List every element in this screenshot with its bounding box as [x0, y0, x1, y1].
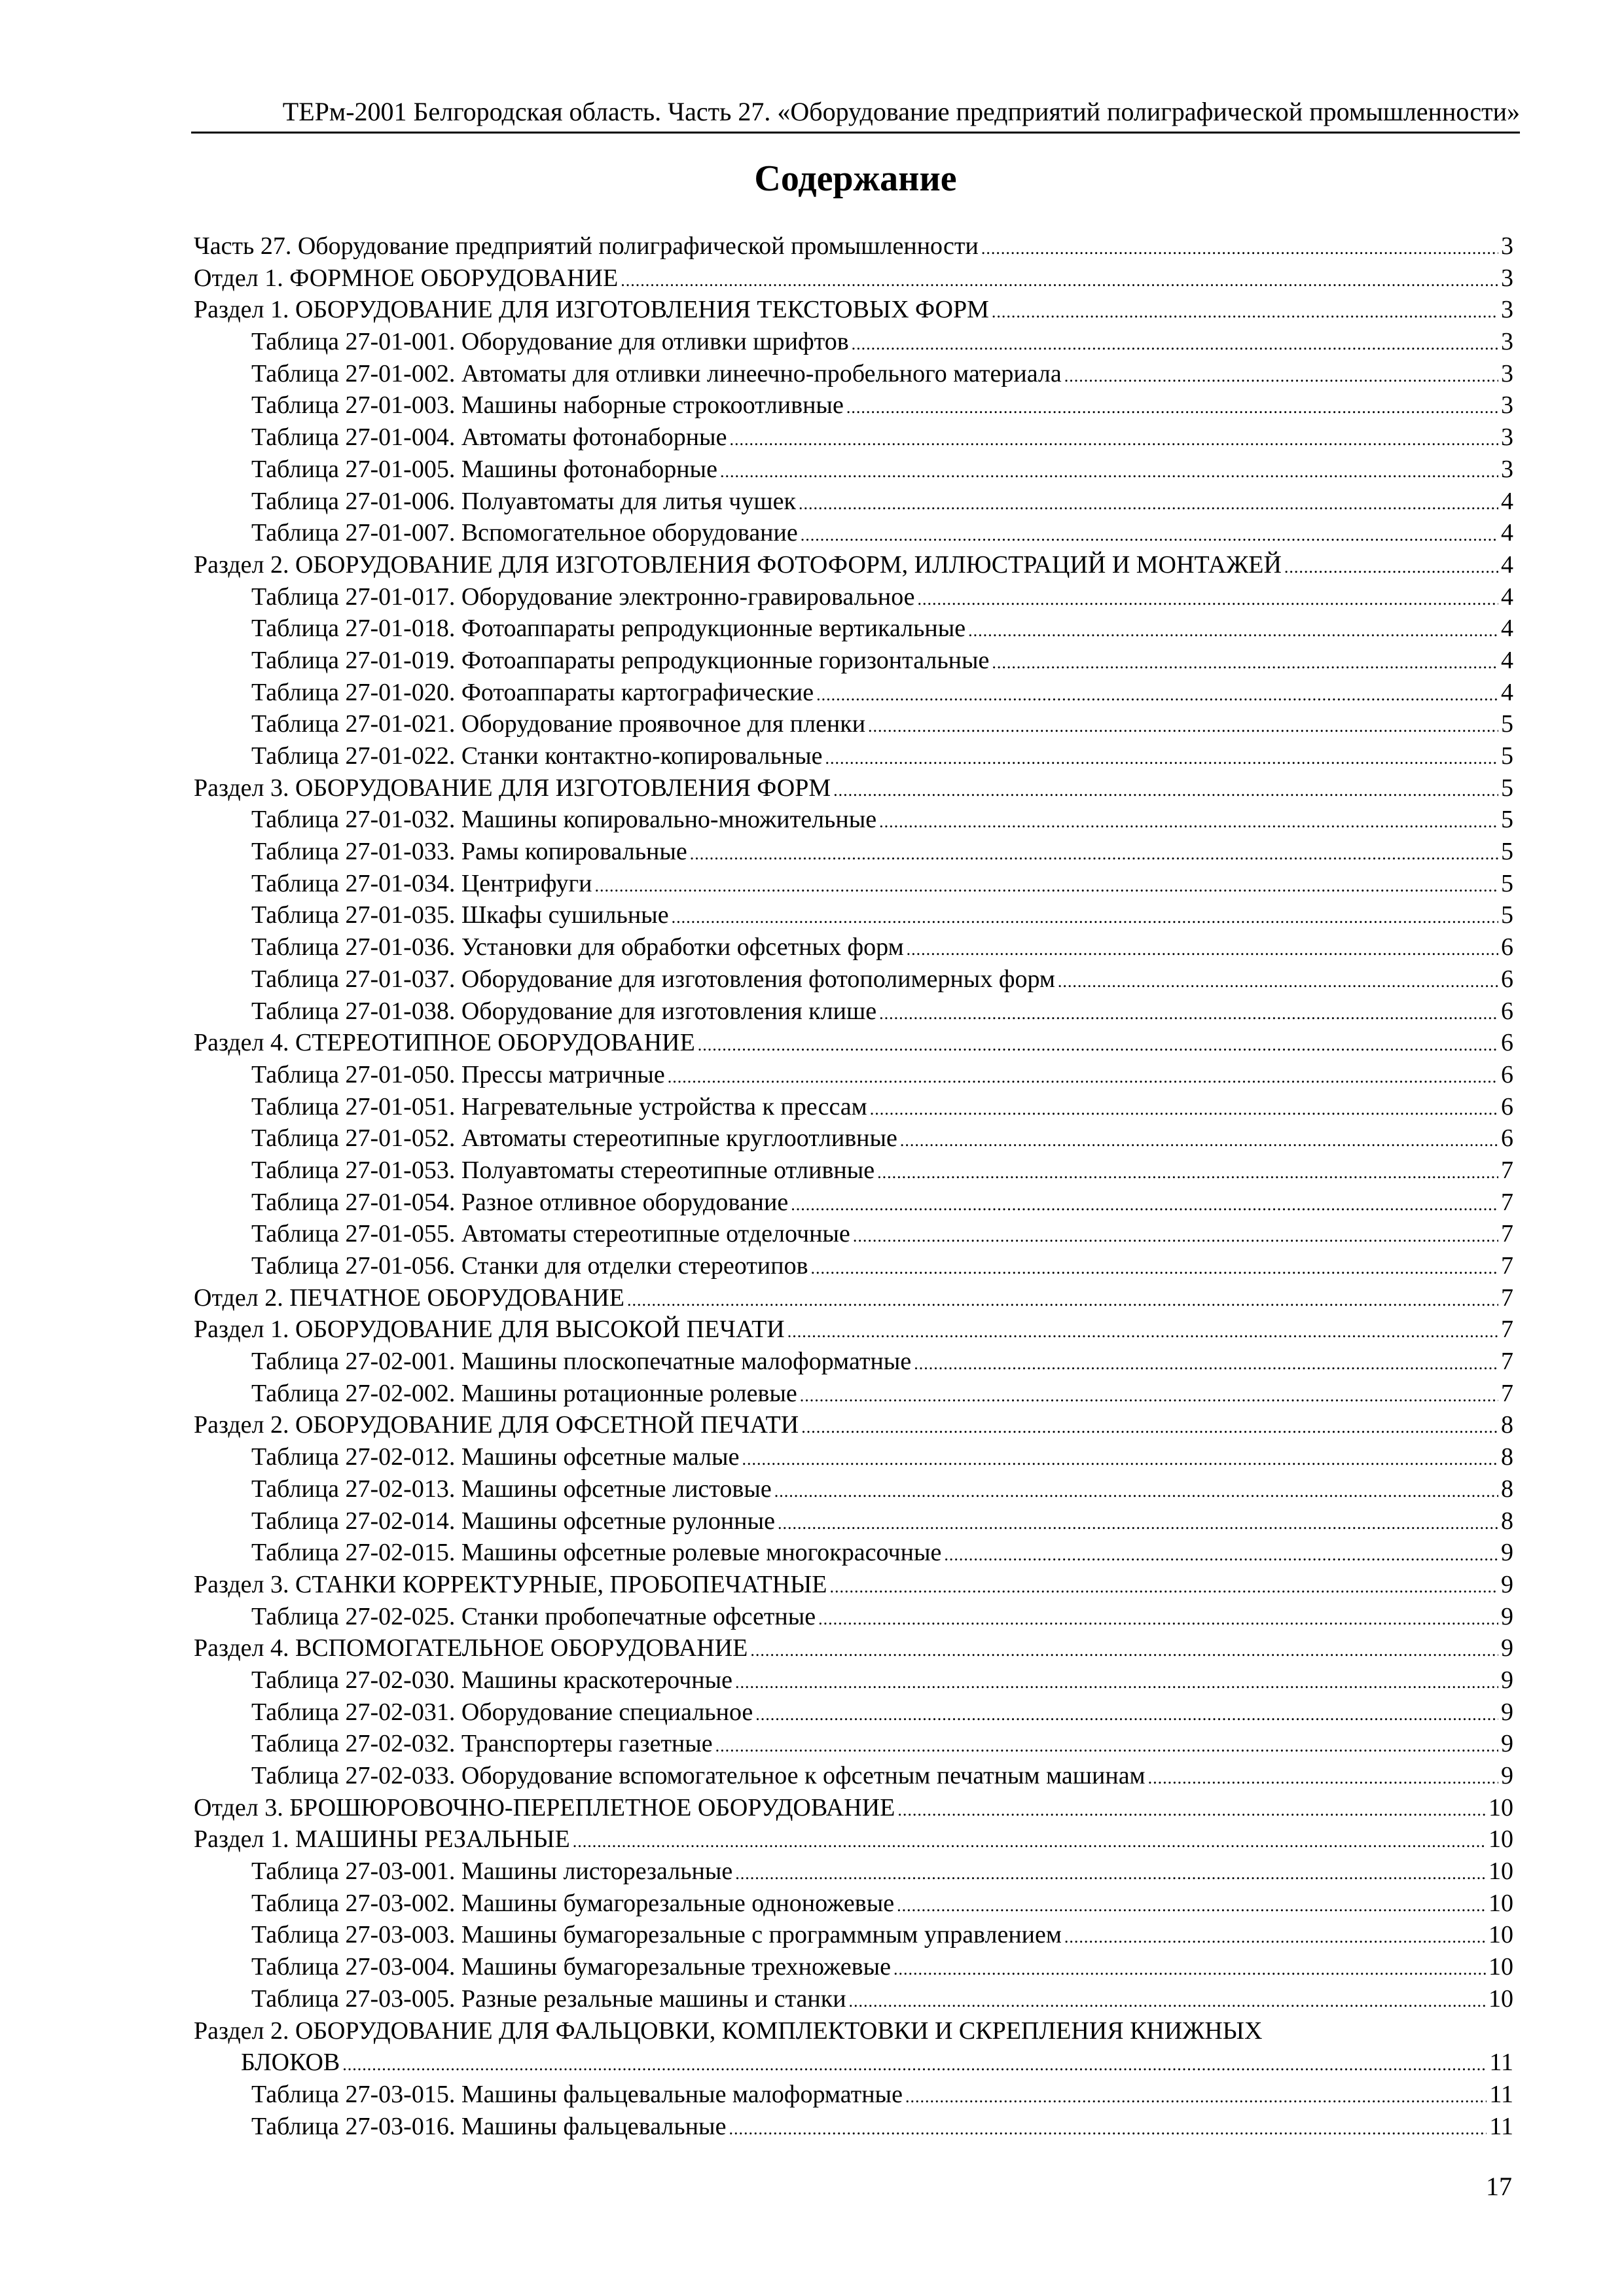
- toc-entry: [194, 1601, 1513, 1633]
- toc-page-number: 10: [1489, 1825, 1513, 1854]
- toc-entry-text: Раздел 2. ОБОРУДОВАНИЕ ДЛЯ ОФСЕТНОЙ ПЕЧАТИ: [194, 1411, 799, 1439]
- toc-entry: [194, 1378, 1513, 1410]
- toc-page-number: 6: [1501, 1029, 1513, 1057]
- toc-entry: [194, 549, 1513, 581]
- toc-page-number: 7: [1501, 1283, 1513, 1312]
- toc-leader-dots: [879, 998, 1498, 1030]
- toc-entry-text: Таблица 27-01-004. Автоматы фотонаборные: [251, 423, 727, 452]
- toc-entry-text: Раздел 1. МАШИНЫ РЕЗАЛЬНЫЕ: [194, 1825, 570, 1854]
- toc-leader-dots: [853, 1221, 1498, 1253]
- toc-page-number: 6: [1501, 965, 1513, 993]
- toc-leader-dots: [729, 2113, 1487, 2145]
- toc-entry-text: Таблица 27-01-054. Разное отливное оборудование: [251, 1188, 789, 1216]
- toc-entry-text: Раздел 1. ОБОРУДОВАНИЕ ДЛЯ ИЗГОТОВЛЕНИЯ ТЕКСТОВЫХ ФОРМ: [194, 296, 989, 324]
- toc-leader-dots: [791, 1189, 1498, 1221]
- toc-entry: [194, 996, 1513, 1028]
- toc-page-number: 7: [1501, 1348, 1513, 1376]
- toc-entry: [194, 1823, 1513, 1856]
- toc-entry: [194, 836, 1513, 868]
- toc-page-number: 10: [1489, 1953, 1513, 1981]
- toc-page-number: 6: [1501, 1124, 1513, 1153]
- toc-entry: [194, 1919, 1513, 1951]
- toc-entry-text: Раздел 3. СТАНКИ КОРРЕКТУРНЫЕ, ПРОБОПЕЧАТНЫЕ: [194, 1570, 827, 1598]
- toc-entry-text: Таблица 27-01-038. Оборудование для изготовления клише: [251, 997, 877, 1025]
- toc-leader-dots: [897, 1890, 1486, 1922]
- toc-entry: [194, 454, 1513, 486]
- toc-entry: [194, 804, 1513, 836]
- toc-page-number: 4: [1501, 487, 1513, 515]
- toc-entry-text: Таблица 27-02-002. Машины ротационные ролевые: [251, 1379, 797, 1407]
- toc-page-number: 11: [1489, 2112, 1513, 2140]
- page-title: Содержание: [754, 158, 957, 199]
- toc-entry: [194, 740, 1513, 772]
- toc-entry: [194, 2079, 1513, 2111]
- toc-entry: [194, 1027, 1513, 1059]
- toc-entry: [194, 1282, 1513, 1314]
- toc-entry: [194, 262, 1513, 295]
- toc-entry: [194, 1632, 1513, 1664]
- toc-entry-text: Таблица 27-01-037. Оборудование для изготовления фотополимерных форм: [251, 965, 1055, 993]
- toc-page-number: 6: [1501, 1060, 1513, 1088]
- toc-entry: [194, 1409, 1513, 1441]
- toc-entry: [194, 1314, 1513, 1346]
- toc-entry-text: Таблица 27-01-006. Полуавтоматы для литья чушек: [251, 487, 796, 515]
- toc-page-number: 10: [1489, 1793, 1513, 1821]
- toc-entry: [194, 963, 1513, 996]
- toc-page-number: 3: [1501, 296, 1513, 324]
- toc-entry: [194, 2111, 1513, 2143]
- toc-leader-dots: [907, 934, 1498, 966]
- toc-page-number: 10: [1489, 1984, 1513, 2013]
- toc-page-number: 11: [1489, 2049, 1513, 2077]
- toc-entry-text: Таблица 27-02-001. Машины плоскопечатные малоформатные: [251, 1348, 912, 1376]
- toc-page-number: 9: [1501, 1570, 1513, 1598]
- toc-leader-dots: [846, 392, 1498, 424]
- toc-entry-text: Отдел 2. ПЕЧАТНОЕ ОБОРУДОВАНИЕ: [194, 1283, 625, 1312]
- toc-entry-text: Таблица 27-03-004. Машины бумагорезальные трехножевые: [251, 1953, 891, 1981]
- toc-entry-text: Отдел 3. БРОШЮРОВОЧНО-ПЕРЕПЛЕТНОЕ ОБОРУДОВАНИЕ: [194, 1793, 895, 1821]
- toc-page-number: 10: [1489, 1921, 1513, 1949]
- toc-leader-dots: [981, 233, 1498, 265]
- toc-entry-text: Таблица 27-01-051. Нагревательные устройства к прессам: [251, 1092, 867, 1121]
- toc-entry-text: Таблица 27-03-002. Машины бумагорезальные одноножевые: [251, 1889, 895, 1917]
- toc-entry-text: Таблица 27-01-034. Центрифуги: [251, 869, 592, 897]
- toc-entry-text: Таблица 27-01-018. Фотоаппараты репродукционные вертикальные: [251, 615, 966, 643]
- toc-entry-text: Таблица 27-02-031. Оборудование специальное: [251, 1698, 753, 1726]
- toc-entry-text: Раздел 2. ОБОРУДОВАНИЕ ДЛЯ ФАЛЬЦОВКИ, КОМПЛЕКТОВКИ И СКРЕПЛЕНИЯ КНИЖНЫХ: [194, 2017, 1263, 2045]
- toc-leader-dots: [879, 806, 1498, 838]
- toc-page-number: 3: [1501, 423, 1513, 452]
- toc-entry-text: Таблица 27-03-003. Машины бумагорезальные с программным управлением: [251, 1921, 1062, 1949]
- toc-entry-text: Таблица 27-01-036. Установки для обработки офсетных форм: [251, 933, 904, 961]
- toc-entry: [194, 1792, 1513, 1824]
- toc-leader-dots: [833, 775, 1498, 807]
- toc-entry: [194, 708, 1513, 740]
- toc-page-number: 7: [1501, 1156, 1513, 1184]
- toc-entry: [194, 294, 1513, 326]
- toc-entry-text: Таблица 27-01-035. Шкафы сушильные: [251, 901, 669, 929]
- toc-entry: [194, 1728, 1513, 1760]
- toc-leader-dots: [897, 1795, 1486, 1827]
- toc-entry: [194, 677, 1513, 709]
- toc-entry: [194, 1888, 1513, 1920]
- toc-entry-text: Таблица 27-02-033. Оборудование вспомогательное к офсетным печатным машинам: [251, 1762, 1146, 1789]
- toc-entry: [194, 2015, 1513, 2047]
- toc-entry-text: Таблица 27-01-020. Фотоаппараты картографические: [251, 678, 814, 706]
- toc-leader-dots: [698, 1030, 1498, 1062]
- toc-leader-dots: [801, 520, 1498, 552]
- toc-entry-text: Раздел 4. ВСПОМОГАТЕЛЬНОЕ ОБОРУДОВАНИЕ: [194, 1634, 748, 1662]
- toc-page-number: 6: [1501, 1092, 1513, 1121]
- toc-leader-dots: [1284, 552, 1498, 584]
- toc-page-number: 9: [1501, 1730, 1513, 1758]
- toc-entry: [194, 1537, 1513, 1569]
- toc-entry: [194, 1091, 1513, 1123]
- toc-page-number: 4: [1501, 615, 1513, 643]
- toc-leader-dots: [870, 1094, 1498, 1126]
- toc-leader-dots: [1148, 1763, 1498, 1795]
- toc-page-number: 5: [1501, 806, 1513, 834]
- toc-page-number: 7: [1501, 1316, 1513, 1344]
- toc-leader-dots: [778, 1508, 1498, 1540]
- toc-entry: [194, 517, 1513, 549]
- toc-page-number: 3: [1501, 359, 1513, 387]
- toc-entry-text: Таблица 27-01-001. Оборудование для отливки шрифтов: [251, 328, 849, 356]
- toc-entry-text: Таблица 27-03-015. Машины фальцевальные малоформатные: [251, 2080, 903, 2108]
- toc-entry: [194, 772, 1513, 804]
- toc-entry: [194, 1856, 1513, 1888]
- toc-entry-text: Таблица 27-01-056. Станки для отделки стереотипов: [251, 1252, 808, 1280]
- toc-entry: [194, 422, 1513, 454]
- toc-entry: [194, 645, 1513, 677]
- toc-entry: [194, 1473, 1513, 1505]
- toc-entry-text: Таблица 27-02-012. Машины офсетные малые: [251, 1443, 740, 1471]
- toc-page-number: 9: [1501, 1602, 1513, 1630]
- toc-entry-text: Отдел 1. ФОРМНОЕ ОБОРУДОВАНИЕ: [194, 264, 619, 292]
- toc-entry: [194, 1664, 1513, 1696]
- toc-page-number: 4: [1501, 678, 1513, 706]
- toc-page-number: 9: [1501, 1762, 1513, 1789]
- toc-entry: [194, 868, 1513, 900]
- toc-entry-text: Таблица 27-02-030. Машины краскотерочные: [251, 1666, 733, 1694]
- toc-leader-dots: [992, 296, 1498, 329]
- toc-leader-dots: [690, 838, 1498, 870]
- toc-page-number: 8: [1501, 1411, 1513, 1439]
- toc-leader-dots: [914, 1348, 1498, 1380]
- toc-leader-dots: [849, 1986, 1486, 2018]
- toc-page-number: 8: [1501, 1507, 1513, 1535]
- toc-page-number: 7: [1501, 1188, 1513, 1216]
- toc-page-number: 4: [1501, 583, 1513, 611]
- toc-entry: [194, 1122, 1513, 1155]
- toc-entry: [194, 1569, 1513, 1601]
- toc-page-number: 4: [1501, 550, 1513, 579]
- toc-entry-text: Раздел 1. ОБОРУДОВАНИЕ ДЛЯ ВЫСОКОЙ ПЕЧАТИ: [194, 1316, 785, 1344]
- toc-leader-dots: [627, 1285, 1498, 1317]
- toc-page-number: 8: [1501, 1475, 1513, 1503]
- toc-page-number: 6: [1501, 997, 1513, 1025]
- toc-leader-dots: [715, 1731, 1498, 1763]
- toc-entry-text: Таблица 27-03-001. Машины листорезальные: [251, 1857, 733, 1886]
- toc-entry: [194, 326, 1513, 358]
- toc-leader-dots: [742, 1444, 1498, 1476]
- toc-entry-text: Таблица 27-01-003. Машины наборные строкоотливные: [251, 391, 844, 420]
- toc-page-number: 5: [1501, 742, 1513, 770]
- toc-page-number: 9: [1501, 1698, 1513, 1726]
- toc-page-number: 10: [1489, 1857, 1513, 1886]
- toc-leader-dots: [893, 1954, 1486, 1986]
- toc-entry: [194, 613, 1513, 645]
- toc-leader-dots: [900, 1125, 1498, 1157]
- toc-leader-dots: [992, 647, 1498, 679]
- toc-page-number: 5: [1501, 869, 1513, 897]
- toc-page-number: 9: [1501, 1634, 1513, 1662]
- toc-entry: [194, 486, 1513, 518]
- toc-entry: [194, 1155, 1513, 1187]
- toc-page-number: 5: [1501, 838, 1513, 866]
- toc-entry-text: Таблица 27-02-014. Машины офсетные рулонные: [251, 1507, 775, 1535]
- toc-leader-dots: [800, 1380, 1498, 1412]
- toc-entry-text: Таблица 27-01-005. Машины фотонаборные: [251, 455, 717, 483]
- toc-leader-dots: [672, 902, 1498, 934]
- table-of-contents: [194, 230, 1513, 2142]
- toc-entry-text: БЛОКОВ: [241, 2049, 340, 2077]
- toc-leader-dots: [729, 424, 1498, 456]
- toc-leader-dots: [1058, 966, 1498, 998]
- toc-leader-dots: [811, 1253, 1498, 1285]
- toc-leader-dots: [720, 456, 1498, 488]
- toc-page-number: 3: [1501, 455, 1513, 483]
- toc-entry-text: Таблица 27-01-021. Оборудование проявочное для пленки: [251, 710, 866, 738]
- toc-entry-text: Таблица 27-01-032. Машины копировально-множительные: [251, 806, 877, 834]
- toc-entry-text: Таблица 27-02-015. Машины офсетные ролевые многокрасочные: [251, 1539, 942, 1567]
- toc-leader-dots: [816, 679, 1498, 711]
- toc-entry-text: Таблица 27-02-013. Машины офсетные листовые: [251, 1475, 772, 1503]
- toc-leader-dots: [573, 1826, 1486, 1858]
- toc-page-number: 3: [1501, 328, 1513, 356]
- toc-entry: [194, 230, 1513, 262]
- toc-entry-text: Таблица 27-03-005. Разные резальные машины и станки: [251, 1984, 846, 2013]
- toc-leader-dots: [774, 1476, 1498, 1508]
- toc-entry-text: Таблица 27-01-017. Оборудование электронно-гравировальное: [251, 583, 915, 611]
- toc-entry-text: Таблица 27-01-053. Полуавтоматы стереотипные отливные: [251, 1156, 875, 1184]
- toc-entry: [194, 1218, 1513, 1250]
- toc-leader-dots: [342, 2049, 1487, 2081]
- toc-entry-text: Часть 27. Оборудование предприятий полиграфической промышленности: [194, 232, 979, 260]
- toc-leader-dots: [799, 488, 1498, 520]
- toc-entry-text: Таблица 27-01-033. Рамы копировальные: [251, 838, 687, 866]
- toc-entry: [194, 1346, 1513, 1378]
- toc-leader-dots: [750, 1635, 1498, 1667]
- running-header: ТЕРм-2001 Белгородская область. Часть 27. «Оборудование предприятий полиграфической промышленности»: [191, 93, 1520, 134]
- toc-entry: [194, 1696, 1513, 1729]
- toc-entry-text: Таблица 27-01-052. Автоматы стереотипные круглоотливные: [251, 1124, 897, 1153]
- toc-page-number: 11: [1489, 2080, 1513, 2108]
- toc-page-number: 5: [1501, 710, 1513, 738]
- toc-entry: [194, 1250, 1513, 1282]
- page-number: 17: [1486, 2172, 1512, 2201]
- toc-entry: [194, 899, 1513, 931]
- toc-page-number: 3: [1501, 264, 1513, 292]
- toc-entry: [194, 1951, 1513, 1983]
- toc-page-number: 10: [1489, 1889, 1513, 1917]
- toc-page-number: 4: [1501, 519, 1513, 547]
- toc-entry: [194, 931, 1513, 963]
- toc-entry: [194, 581, 1513, 613]
- toc-entry-text: Таблица 27-01-022. Станки контактно-копировальные: [251, 742, 823, 770]
- toc-leader-dots: [594, 870, 1498, 903]
- toc-leader-dots: [818, 1604, 1498, 1636]
- toc-leader-dots: [968, 615, 1498, 647]
- toc-page-number: 4: [1501, 646, 1513, 674]
- toc-leader-dots: [944, 1539, 1498, 1571]
- toc-leader-dots: [755, 1699, 1498, 1731]
- toc-leader-dots: [735, 1667, 1498, 1699]
- toc-page-number: 9: [1501, 1539, 1513, 1567]
- toc-leader-dots: [621, 265, 1498, 297]
- toc-leader-dots: [868, 711, 1498, 743]
- toc-entry: [194, 1441, 1513, 1473]
- toc-entry-text: Раздел 2. ОБОРУДОВАНИЕ ДЛЯ ИЗГОТОВЛЕНИЯ ФОТОФОРМ, ИЛЛЮСТРАЦИЙ И МОНТАЖЕЙ: [194, 550, 1282, 579]
- toc-entry-text: Таблица 27-01-002. Автоматы для отливки линеечно-пробельного материала: [251, 359, 1062, 387]
- toc-entry: [194, 358, 1513, 390]
- toc-leader-dots: [668, 1062, 1498, 1094]
- toc-entry-text: Раздел 4. СТЕРЕОТИПНОЕ ОБОРУДОВАНИЕ: [194, 1029, 695, 1057]
- toc-page-number: 7: [1501, 1252, 1513, 1280]
- toc-page-number: 9: [1501, 1666, 1513, 1694]
- toc-leader-dots: [877, 1157, 1498, 1189]
- toc-entry-text: Таблица 27-02-032. Транспортеры газетные: [251, 1730, 713, 1758]
- toc-entry: [194, 1187, 1513, 1219]
- toc-page-number: 8: [1501, 1443, 1513, 1471]
- toc-entry-text: Раздел 3. ОБОРУДОВАНИЕ ДЛЯ ИЗГОТОВЛЕНИЯ ФОРМ: [194, 774, 831, 802]
- toc-entry: [194, 1760, 1513, 1792]
- toc-page-number: 5: [1501, 774, 1513, 802]
- toc-entry-text: Таблица 27-03-016. Машины фальцевальные: [251, 2112, 727, 2140]
- toc-entry-text: Таблица 27-01-050. Прессы матричные: [251, 1060, 665, 1088]
- toc-entry: [194, 1505, 1513, 1537]
- toc-page-number: 6: [1501, 933, 1513, 961]
- toc-page-number: 7: [1501, 1220, 1513, 1248]
- toc-page-number: 3: [1501, 232, 1513, 260]
- toc-leader-dots: [852, 329, 1498, 361]
- toc-entry-text: Таблица 27-01-019. Фотоаппараты репродукционные горизонтальные: [251, 646, 990, 674]
- toc-entry-text: Таблица 27-01-007. Вспомогательное оборудование: [251, 519, 798, 547]
- toc-entry: [194, 389, 1513, 422]
- toc-entry-text: Таблица 27-01-055. Автоматы стереотипные отделочные: [251, 1220, 850, 1248]
- toc-leader-dots: [905, 2081, 1487, 2113]
- toc-leader-dots: [801, 1412, 1498, 1444]
- toc-leader-dots: [829, 1571, 1498, 1604]
- toc-entry-text: Таблица 27-02-025. Станки пробопечатные офсетные: [251, 1602, 816, 1630]
- toc-entry-continuation: [194, 2047, 1513, 2079]
- toc-page-number: 5: [1501, 901, 1513, 929]
- toc-page-number: 3: [1501, 391, 1513, 420]
- toc-leader-dots: [825, 743, 1498, 775]
- toc-leader-dots: [918, 584, 1498, 616]
- toc-leader-dots: [1064, 361, 1498, 393]
- toc-leader-dots: [787, 1316, 1498, 1348]
- toc-entry: [194, 1059, 1513, 1091]
- toc-page-number: 7: [1501, 1379, 1513, 1407]
- toc-leader-dots: [1064, 1922, 1486, 1954]
- toc-leader-dots: [735, 1858, 1486, 1890]
- toc-entry: [194, 1983, 1513, 2015]
